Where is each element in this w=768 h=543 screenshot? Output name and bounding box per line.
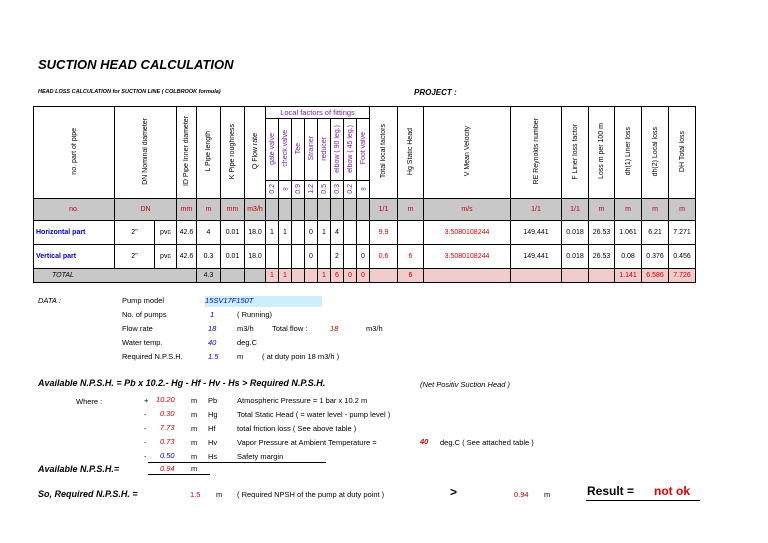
npsh-value: 1.5 xyxy=(208,352,219,361)
cell-strainer: 0 xyxy=(305,245,318,269)
term-unit: m xyxy=(191,452,198,461)
cell-k: 0.01 xyxy=(221,245,245,269)
hdr-local-factors: Local factors of fittings xyxy=(266,107,370,119)
formula-note: (Net Positiv Suction Head ) xyxy=(420,380,511,389)
unit-k: mm xyxy=(221,199,245,221)
unit-loss100: m xyxy=(589,199,615,221)
hdr-part: no. part of pipe xyxy=(34,107,115,199)
term-symbol: Hv xyxy=(208,438,218,447)
cell-id: 42.6 xyxy=(177,245,197,269)
term-description: total friction loss ( See above table ) xyxy=(237,424,357,433)
npsh-label: Required N.P.S.H. xyxy=(122,352,183,361)
hdr-check: check valve xyxy=(279,119,292,181)
conclusion-note: ( Required NPSH of the pump at duty point ) xyxy=(237,490,385,499)
flow-label: Flow rate xyxy=(122,324,153,333)
hdr-strainer: Strainer xyxy=(305,119,318,181)
available-unit: m xyxy=(191,464,198,473)
total-check: 1 xyxy=(279,269,292,283)
cell-dn: 2" xyxy=(115,221,155,245)
pump-model-value: 15SV17F150T xyxy=(205,296,322,307)
unit-dh: m xyxy=(669,199,696,221)
total-gate: 1 xyxy=(266,269,279,283)
hdr-loss100: Loss m per 100 m xyxy=(589,107,615,199)
unit-q: m3/h xyxy=(245,199,266,221)
cell-f: 0.018 xyxy=(562,221,589,245)
cell-foot xyxy=(357,221,370,245)
conclusion-value: 1.5 xyxy=(190,490,201,499)
hdr-v: V Mean Velocity xyxy=(424,107,511,199)
cell-dh1: 1.061 xyxy=(615,221,642,245)
conclusion-available: 0.94 xyxy=(514,490,529,499)
cell-f: 0.018 xyxy=(562,245,589,269)
hdr-dh2: dh(2) Local loss xyxy=(642,107,669,199)
total-elbow45: 0 xyxy=(344,269,357,283)
total-foot: 0 xyxy=(357,269,370,283)
hdr-total-local: Total local factors xyxy=(370,107,398,199)
cell-check: 1 xyxy=(279,221,292,245)
cell-mat: pvc xyxy=(155,245,177,269)
water-temp-label: Water temp. xyxy=(122,338,163,347)
term-value: 0.73 xyxy=(160,437,175,446)
cell-v: 3.5080108244 xyxy=(424,221,511,245)
cell-id: 42.6 xyxy=(177,221,197,245)
factor-gate: 0.2 xyxy=(266,181,279,199)
project-label: PROJECT : xyxy=(414,88,457,97)
term-unit: m xyxy=(191,424,198,433)
available-value: 0.94 xyxy=(160,464,175,473)
factor-strainer: 1.2 xyxy=(305,181,318,199)
hdr-dh1: dh(1) Liner loss xyxy=(615,107,642,199)
unit-dh1: m xyxy=(615,199,642,221)
water-temp-value: 40 xyxy=(208,338,217,347)
factor-elbow90: 0.3 xyxy=(331,181,344,199)
pump-model-label: Pump model xyxy=(122,296,165,305)
cell-dh1: 0.08 xyxy=(615,245,642,269)
pumps-value: 1 xyxy=(210,310,215,319)
cell-loss100: 26.53 xyxy=(589,245,615,269)
hdr-l: L Pipe length xyxy=(197,107,221,199)
pumps-note: ( Running) xyxy=(237,310,273,319)
cell-dh2: 0.376 xyxy=(642,245,669,269)
cell-dh2: 6.21 xyxy=(642,221,669,245)
hdr-tee: Tee xyxy=(292,119,305,181)
hdr-id: ID Pipe Inner diameter xyxy=(177,107,197,199)
cell-foot: 0 xyxy=(357,245,370,269)
total-label: TOTAL xyxy=(34,269,197,283)
row-name: Vertical part xyxy=(34,245,115,269)
cell-reducer xyxy=(318,245,331,269)
cell-elbow90: 4 xyxy=(331,221,344,245)
hdr-dh: DH Total loss xyxy=(669,107,696,199)
units-row xyxy=(34,199,696,221)
where-label: Where : xyxy=(76,397,103,406)
hdr-q: Q Flow rate xyxy=(245,107,266,199)
total-flow-label: Total flow : xyxy=(272,324,308,333)
total-dh1: 1.141 xyxy=(615,269,642,283)
term-value: 0.50 xyxy=(160,451,175,460)
cell-elbow45 xyxy=(344,221,357,245)
unit-no: no. xyxy=(34,199,115,221)
result-underline xyxy=(586,500,700,501)
factor-check: ∞ xyxy=(279,181,292,199)
cell-dh: 7.271 xyxy=(669,221,696,245)
total-elbow90: 6 xyxy=(331,269,344,283)
pumps-label: No. of pumps xyxy=(122,310,167,319)
factor-foot: ∞ xyxy=(357,181,370,199)
factor-elbow45: 0.2 xyxy=(344,181,357,199)
term-unit: m xyxy=(191,410,198,419)
cell-elbow45 xyxy=(344,245,357,269)
term-unit: m xyxy=(191,396,198,405)
total-flow-value: 18 xyxy=(330,324,339,333)
cell-gate xyxy=(266,245,279,269)
term-description: Atmospheric Pressure = 1 bar x 10.2 m xyxy=(237,396,368,405)
cell-dh: 0.456 xyxy=(669,245,696,269)
hdr-elbow45: elbow ( 45 leg.) xyxy=(344,119,357,181)
cell-k: 0.01 xyxy=(221,221,245,245)
hdr-foot: Foot valve xyxy=(357,119,370,181)
term-description: Vapor Pressure at Ambient Temperature = xyxy=(237,438,377,447)
cell-hg xyxy=(398,221,424,245)
result-value: not ok xyxy=(654,484,690,498)
data-label: DATA : xyxy=(38,296,61,305)
unit-total-local: 1/1 xyxy=(370,199,398,221)
total-row xyxy=(34,269,696,283)
cell-tee xyxy=(292,245,305,269)
cell-elbow90: 2 xyxy=(331,245,344,269)
hdr-elbow90: elbow ( 90 leg.) xyxy=(331,119,344,181)
sum-line xyxy=(148,462,326,463)
cell-mat: pvc xyxy=(155,221,177,245)
total-dh: 7.726 xyxy=(669,269,696,283)
hdr-hg: Hg Static Head xyxy=(398,107,424,199)
table-row xyxy=(34,245,696,269)
hdr-gate: gate valve xyxy=(266,119,279,181)
factor-reducer: 0.5 xyxy=(318,181,331,199)
result-label: Result = xyxy=(587,484,635,498)
hdr-dn: DN Nominal diameter xyxy=(115,107,177,199)
term-description: Total Static Head ( = water level - pump level ) xyxy=(237,410,391,419)
cell-dn: 2" xyxy=(115,245,155,269)
term-symbol: Hf xyxy=(208,424,216,433)
available-label: Available N.P.S.H.= xyxy=(38,464,120,474)
vapor-temp: 40 xyxy=(420,437,429,446)
npsh-note: ( at duty poin 18 m3/h ) xyxy=(262,352,340,361)
unit-dn: DN xyxy=(115,199,177,221)
flow-unit: m3/h xyxy=(237,324,254,333)
formula-text: Available N.P.S.H. = Pb x 10.2.- Hg - Hf - Hv - Hs > Required N.P.S.H. xyxy=(38,378,326,388)
cell-reducer: 1 xyxy=(318,221,331,245)
term-sign: - xyxy=(144,452,147,461)
cell-re: 149,441 xyxy=(511,221,562,245)
hdr-reducer: reducer xyxy=(318,119,331,181)
cell-re: 149,441 xyxy=(511,245,562,269)
water-temp-unit: deg.C xyxy=(237,338,258,347)
page-subtitle: HEAD LOSS CALCULATION for SUCTION LINE ( COLBROOK formula) xyxy=(38,89,221,95)
cell-l: 0.3 xyxy=(197,245,221,269)
term-value: 0.30 xyxy=(160,409,175,418)
npsh-unit: m xyxy=(237,352,244,361)
term-symbol: Pb xyxy=(208,396,218,405)
cell-total-local: 9.9 xyxy=(370,221,398,245)
conclusion-label: So, Required N.P.S.H. = xyxy=(38,489,138,499)
total-dh2: 6.586 xyxy=(642,269,669,283)
cell-loss100: 26.53 xyxy=(589,221,615,245)
cell-check xyxy=(279,245,292,269)
row-name: Horizontal part xyxy=(34,221,115,245)
flow-value: 18 xyxy=(208,324,217,333)
cell-hg: 6 xyxy=(398,245,424,269)
hdr-f: F Liner loss factor xyxy=(562,107,589,199)
term-description: Safety margin xyxy=(237,452,284,461)
term-value: 7.73 xyxy=(160,423,175,432)
term-value: 10.20 xyxy=(156,395,175,404)
cell-q: 18.0 xyxy=(245,221,266,245)
unit-f: 1/1 xyxy=(562,199,589,221)
cell-strainer: 0 xyxy=(305,221,318,245)
term-symbol: Hg xyxy=(208,410,218,419)
term-sign: - xyxy=(144,424,147,433)
page-title: SUCTION HEAD CALCULATION xyxy=(38,57,234,72)
term-symbol: Hs xyxy=(208,452,218,461)
unit-re: 1/1 xyxy=(511,199,562,221)
available-underline xyxy=(148,474,210,475)
total-hg: 6 xyxy=(398,269,424,283)
head-loss-table xyxy=(33,106,696,283)
unit-l: m xyxy=(197,199,221,221)
term-sign: + xyxy=(144,396,149,405)
term-sign: - xyxy=(144,410,147,419)
total-l: 4.3 xyxy=(197,269,221,283)
unit-v: m/s xyxy=(424,199,511,221)
unit-id: mm xyxy=(177,199,197,221)
factor-tee: 0.9 xyxy=(292,181,305,199)
total-flow-unit: m3/h xyxy=(366,324,383,333)
cell-l: 4 xyxy=(197,221,221,245)
cell-tee xyxy=(292,221,305,245)
cell-v: 3.5080108244 xyxy=(424,245,511,269)
cell-q: 18.0 xyxy=(245,245,266,269)
unit-dh2: m xyxy=(642,199,669,221)
conclusion-unit: m xyxy=(216,490,223,499)
hdr-re: RE Reynolds number xyxy=(511,107,562,199)
hdr-k: K Pipe roughness xyxy=(221,107,245,199)
compare-sign: > xyxy=(450,485,458,499)
cell-total-local: 0.6 xyxy=(370,245,398,269)
total-reducer: 1 xyxy=(318,269,331,283)
unit-hg: m xyxy=(398,199,424,221)
term-sign: - xyxy=(144,438,147,447)
vapor-temp-note: deg.C ( See attached table ) xyxy=(440,438,534,447)
table-row xyxy=(34,221,696,245)
term-unit: m xyxy=(191,438,198,447)
cell-gate: 1 xyxy=(266,221,279,245)
conclusion-available-unit: m xyxy=(544,490,551,499)
